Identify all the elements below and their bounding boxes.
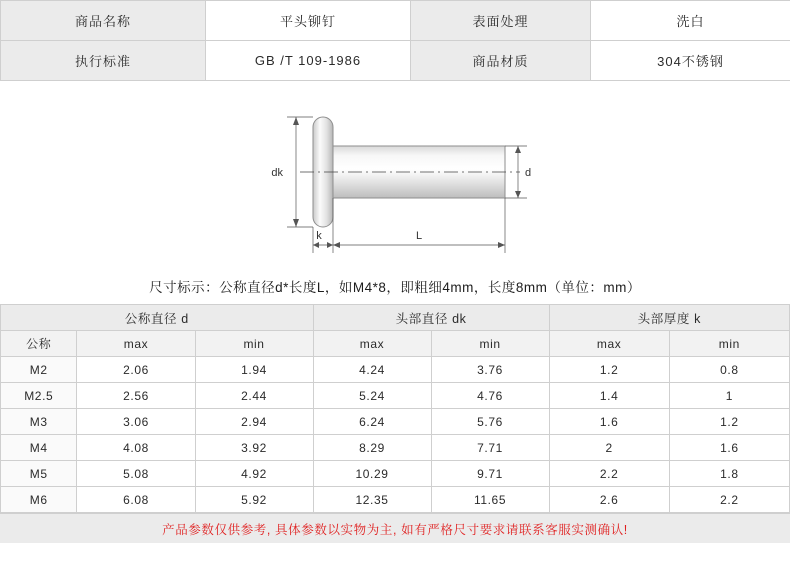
arrow-L-left bbox=[333, 242, 340, 248]
label-k: k bbox=[316, 230, 322, 242]
subheader-dk-min: min bbox=[431, 331, 549, 357]
cell-dk-max: 6.24 bbox=[313, 409, 431, 435]
table-row bbox=[1, 383, 790, 409]
cell-k-max: 1.4 bbox=[549, 383, 669, 409]
dimension-caption: 尺寸标示：公称直径d*长度L，如M4*8，即粗细4mm，长度8mm（单位：mm） bbox=[149, 280, 641, 295]
footer-disclaimer: 产品参数仅供参考, 具体参数以实物为主, 如有严格尺寸要求请联系客服实测确认! bbox=[0, 513, 790, 543]
arrow-k-right bbox=[327, 242, 333, 248]
cell-k-min: 2.2 bbox=[669, 487, 789, 513]
cell-k-max: 2.6 bbox=[549, 487, 669, 513]
spec-value-surface-treatment: 洗白 bbox=[591, 1, 790, 41]
group-header-head-thickness: 头部厚度 k bbox=[549, 305, 789, 331]
cell-dk-max: 10.29 bbox=[313, 461, 431, 487]
cell-dk-min: 4.76 bbox=[431, 383, 549, 409]
spec-table-row bbox=[1, 1, 790, 41]
arrow-dk-up bbox=[293, 117, 299, 125]
arrow-dk-down bbox=[293, 219, 299, 227]
spec-value-material: 304不锈钢 bbox=[591, 41, 790, 81]
cell-size: M5 bbox=[1, 461, 77, 487]
cell-k-max: 2 bbox=[549, 435, 669, 461]
cell-d-max: 3.06 bbox=[77, 409, 195, 435]
cell-d-max: 4.08 bbox=[77, 435, 195, 461]
subheader-k-max: max bbox=[549, 331, 669, 357]
cell-size: M2.5 bbox=[1, 383, 77, 409]
cell-d-min: 3.92 bbox=[195, 435, 313, 461]
group-header-head-diameter: 头部直径 dk bbox=[313, 305, 549, 331]
subheader-k-min: min bbox=[669, 331, 789, 357]
subheader-d-min: min bbox=[195, 331, 313, 357]
subheader-nominal: 公称 bbox=[1, 331, 77, 357]
arrow-d-up bbox=[515, 146, 521, 153]
label-L: L bbox=[415, 230, 423, 242]
arrow-d-down bbox=[515, 191, 521, 198]
cell-dk-max: 12.35 bbox=[313, 487, 431, 513]
spec-table bbox=[0, 0, 790, 81]
cell-dk-min: 7.71 bbox=[431, 435, 549, 461]
arrow-k-left bbox=[313, 242, 319, 248]
table-row bbox=[1, 409, 790, 435]
label-dk: dk bbox=[271, 167, 283, 179]
cell-k-min: 1.6 bbox=[669, 435, 789, 461]
cell-dk-max: 8.29 bbox=[313, 435, 431, 461]
cell-dk-max: 4.24 bbox=[313, 357, 431, 383]
drawing-svg bbox=[0, 81, 790, 276]
cell-k-max: 2.2 bbox=[549, 461, 669, 487]
dimension-group-header-row bbox=[1, 305, 790, 331]
cell-d-min: 2.44 bbox=[195, 383, 313, 409]
spec-table-row bbox=[1, 41, 790, 81]
arrow-L-right bbox=[498, 242, 505, 248]
cell-k-max: 1.2 bbox=[549, 357, 669, 383]
cell-dk-min: 3.76 bbox=[431, 357, 549, 383]
cell-d-min: 5.92 bbox=[195, 487, 313, 513]
rivet-technical-drawing bbox=[0, 81, 790, 276]
spec-value-standard: GB /T 109-1986 bbox=[206, 41, 411, 81]
spec-value-product-name: 平头铆钉 bbox=[206, 1, 411, 41]
cell-size: M4 bbox=[1, 435, 77, 461]
cell-d-min: 4.92 bbox=[195, 461, 313, 487]
subheader-dk-max: max bbox=[313, 331, 431, 357]
cell-k-min: 0.8 bbox=[669, 357, 789, 383]
dimension-table bbox=[0, 304, 790, 513]
cell-d-min: 1.94 bbox=[195, 357, 313, 383]
cell-d-max: 5.08 bbox=[77, 461, 195, 487]
cell-dk-min: 11.65 bbox=[431, 487, 549, 513]
cell-d-max: 6.08 bbox=[77, 487, 195, 513]
cell-dk-min: 9.71 bbox=[431, 461, 549, 487]
cell-k-max: 1.6 bbox=[549, 409, 669, 435]
cell-dk-max: 5.24 bbox=[313, 383, 431, 409]
cell-size: M6 bbox=[1, 487, 77, 513]
cell-k-min: 1.2 bbox=[669, 409, 789, 435]
cell-size: M3 bbox=[1, 409, 77, 435]
table-row bbox=[1, 487, 790, 513]
cell-dk-min: 5.76 bbox=[431, 409, 549, 435]
table-row bbox=[1, 435, 790, 461]
table-row bbox=[1, 357, 790, 383]
cell-k-min: 1 bbox=[669, 383, 789, 409]
cell-k-min: 1.8 bbox=[669, 461, 789, 487]
table-row bbox=[1, 461, 790, 487]
group-header-diameter: 公称直径 d bbox=[1, 305, 314, 331]
cell-d-max: 2.06 bbox=[77, 357, 195, 383]
label-d: d bbox=[525, 167, 532, 179]
spec-label-standard: 执行标准 bbox=[1, 41, 206, 81]
subheader-d-max: max bbox=[77, 331, 195, 357]
cell-size: M2 bbox=[1, 357, 77, 383]
spec-label-surface-treatment: 表面处理 bbox=[411, 1, 591, 41]
cell-d-max: 2.56 bbox=[77, 383, 195, 409]
spec-label-material: 商品材质 bbox=[411, 41, 591, 81]
spec-label-product-name: 商品名称 bbox=[1, 1, 206, 41]
cell-d-min: 2.94 bbox=[195, 409, 313, 435]
dimension-subheader-row bbox=[1, 331, 790, 357]
